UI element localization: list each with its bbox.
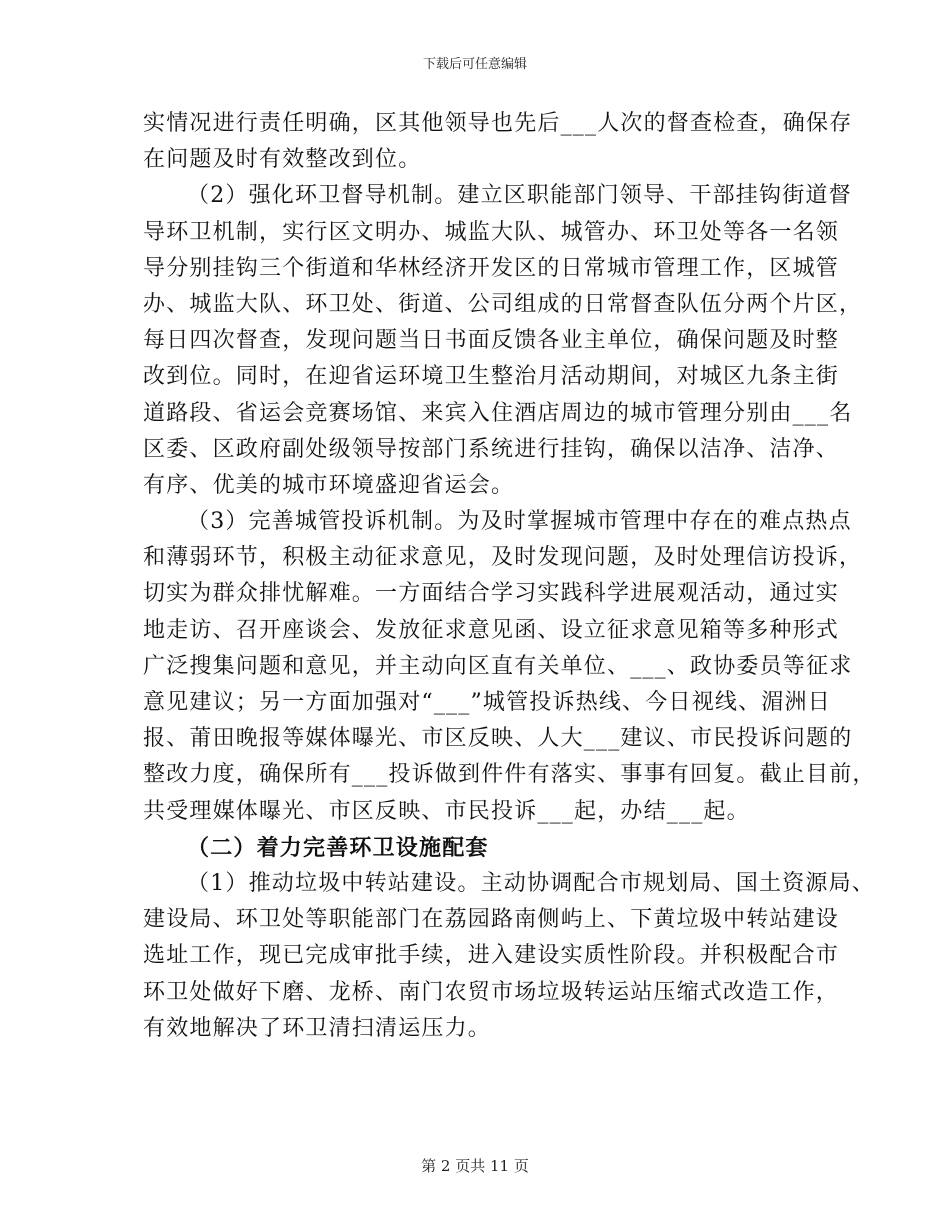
- body-line: 实情况进行责任明确，区其他领导也先后___人次的督查检查，确保存: [143, 111, 853, 136]
- body-line: 道路段、省运会竞赛场馆、来宾入住酒店周边的城市管理分别由___名: [143, 400, 853, 426]
- body-line: 每日四次督查，发现问题当日书面反馈各业主单位，确保问题及时整: [143, 328, 840, 354]
- body-line: 环卫处做好下磨、龙桥、南门农贸市场垃圾转运站压缩式改造工作，: [143, 979, 840, 1005]
- paragraph-start-line: （2）强化环卫督导机制。建立区职能部门领导、干部挂钩街道督: [187, 183, 852, 209]
- body-line: 改到位。同时，在迎省运环境卫生整治月活动期间，对城区九条主街: [143, 364, 840, 390]
- paragraph-start-line: （3）完善城管投诉机制。为及时掌握城市管理中存在的难点热点: [187, 509, 852, 535]
- page-number-footer: 第 2 页共 11 页: [421, 1157, 529, 1175]
- body-line: 在问题及时有效整改到位。: [143, 147, 422, 173]
- body-line: 办、城监大队、环卫处、街道、公司组成的日常督查队伍分两个片区，: [143, 291, 863, 317]
- paragraph-start-line: （1）推动垃圾中转站建设。主动协调配合市规划局、国土资源局、: [187, 870, 875, 896]
- body-line: 区委、区政府副处级领导按部门系统进行挂钩，确保以洁净、洁净、: [143, 436, 840, 462]
- body-line: 建设局、环卫处等职能部门在荔园路南侧屿上、下黄垃圾中转站建设: [143, 907, 840, 933]
- body-line: 选址工作，现已完成审批手续，进入建设实质性阶段。并积极配合市: [143, 943, 840, 969]
- document-body: [143, 106, 876, 1047]
- body-line: 广泛搜集问题和意见，并主动向区直有关单位、___、政协委员等征求: [143, 653, 853, 679]
- body-line: 有效地解决了环卫清扫清运压力。: [143, 1015, 492, 1041]
- page-header: 下载后可任意编辑: [422, 57, 527, 72]
- body-line: 共受理媒体曝光、市区反映、市民投诉___起，办结___起。: [143, 798, 750, 824]
- body-line: 整改力度，确保所有___投诉做到件件有落实、事事有回复。截止目前，: [143, 762, 876, 788]
- body-line: 有序、优美的城市环境盛迎省运会。: [143, 472, 515, 498]
- body-line: 导环卫机制，实行区文明办、城监大队、城管办、环卫处等各一名领: [143, 219, 840, 245]
- body-line: 意见建议；另一方面加强对“___”城管投诉热线、今日视线、湄洲日: [143, 690, 831, 715]
- body-line: 切实为群众排忧解难。一方面结合学习实践科学进展观活动，通过实: [143, 581, 840, 607]
- body-line: 报、莆田晚报等媒体曝光、市区反映、人大___建议、市民投诉问题的: [143, 726, 853, 752]
- body-line: 和薄弱环节，积极主动征求意见，及时发现问题，及时处理信访投诉，: [143, 545, 863, 571]
- body-line: 导分别挂钩三个街道和华林经济开发区的日常城市管理工作，区城管: [143, 255, 840, 281]
- body-line: 地走访、召开座谈会、发放征求意见函、设立征求意见箱等多种形式: [143, 617, 840, 643]
- section-heading: （二）着力完善环卫设施配套: [187, 834, 489, 861]
